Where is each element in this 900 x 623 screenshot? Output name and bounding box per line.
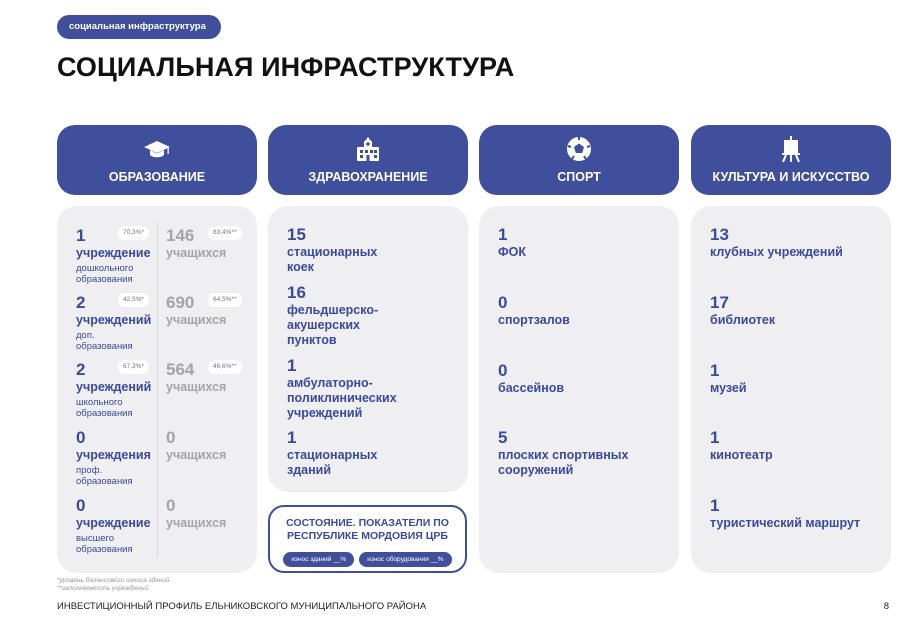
stat-text: кинотеатр (710, 448, 773, 462)
stat-text: амбулаторно- поликлинических учреждений (287, 376, 397, 420)
stat-number: 1 (287, 428, 297, 447)
equipment-wear-pill: износ оборудования __% (359, 552, 451, 567)
building-wear-pill: износ зданий __% (283, 552, 354, 567)
wear-badge: 42,5%* (118, 293, 149, 307)
students-count: 690 (166, 293, 195, 312)
culture-stat (710, 226, 843, 260)
stat-text: плоских спортивных сооружений (498, 448, 629, 477)
education-label: ОБРАЗОВАНИЕ (108, 170, 206, 184)
institution-unit: учреждение (76, 516, 151, 530)
students-label: учащихся (166, 313, 227, 327)
wear-badge: 67,3%* (118, 360, 149, 374)
health-stat (287, 284, 378, 348)
occupancy-badge: 83,4%** (208, 226, 242, 240)
education-row (76, 497, 151, 555)
health-header (268, 125, 468, 195)
stat-number: 0 (498, 361, 508, 380)
sport-stat (498, 362, 564, 396)
stat-number: 1 (498, 225, 508, 244)
institution-unit: учреждений (76, 313, 152, 327)
students-count: 0 (166, 428, 176, 447)
health-stat (287, 226, 377, 275)
footnote-occupancy: **заполняемость учреждений (57, 585, 149, 592)
institution-count: 0 (76, 496, 86, 515)
health-stat (287, 357, 397, 421)
stat-number: 5 (498, 428, 508, 447)
section-tag: социальная инфраструктура (57, 15, 221, 39)
sport-stat (498, 226, 526, 260)
footnotes (57, 577, 169, 593)
institution-unit: учреждение (76, 246, 151, 260)
occupancy-badge: 46,6%** (208, 360, 242, 374)
culture-label: КУЛЬТУРА И ИСКУССТВО (712, 170, 870, 184)
institution-unit: учреждений (76, 380, 152, 394)
stat-number: 1 (710, 496, 720, 515)
sport-label: СПОРТ (557, 170, 601, 184)
institution-count: 2 (76, 293, 86, 312)
status-title: СОСТОЯНИЕ. ПОКАЗАТЕЛИ ПО РЕСПУБЛИКЕ МОРДОВИЯ ЦРБ (286, 517, 449, 542)
stat-number: 1 (710, 361, 720, 380)
students-count: 564 (166, 360, 195, 379)
occupancy-badge: 64,5%** (208, 293, 242, 307)
stat-text: клубных учреждений (710, 245, 843, 259)
soccer-ball-icon (565, 135, 593, 163)
students-label: учащихся (166, 380, 227, 394)
sport-stat (498, 429, 628, 478)
sport-header (479, 125, 679, 195)
stat-text: ФОК (498, 245, 527, 259)
stat-number: 13 (710, 225, 729, 244)
institution-desc: высшего образования (76, 533, 133, 555)
stat-number: 17 (710, 293, 729, 312)
students-count: 0 (166, 496, 176, 515)
stat-text: спортзалов (498, 313, 570, 327)
health-stat (287, 429, 377, 478)
graduation-cap-icon (143, 135, 171, 163)
stat-text: стационарных коек (287, 245, 378, 274)
stat-number: 0 (498, 293, 508, 312)
stat-text: стационарных зданий (287, 448, 378, 477)
status-pills (270, 552, 465, 567)
stat-text: музей (710, 381, 747, 395)
sport-stat (498, 294, 570, 328)
institution-count: 0 (76, 428, 86, 447)
culture-stat (710, 497, 860, 531)
institution-desc: школьного образования (76, 397, 133, 419)
status-box (268, 505, 467, 573)
students-block (166, 497, 226, 531)
students-count: 146 (166, 226, 195, 245)
education-header (57, 125, 257, 195)
institution-count: 2 (76, 360, 86, 379)
students-label: учащихся (166, 448, 227, 462)
page-number: 8 (883, 601, 889, 612)
stat-text: фельдшерско- акушерских пунктов (287, 303, 379, 347)
stat-text: туристический маршрут (710, 516, 861, 530)
wear-badge: 70,3%* (118, 226, 149, 240)
footer-title: ИНВЕСТИЦИОННЫЙ ПРОФИЛЬ ЕЛЬНИКОВСКОГО МУНИЦИПАЛЬНОГО РАЙОНА (57, 601, 427, 612)
culture-stat (710, 294, 775, 328)
page-title: СОЦИАЛЬНАЯ ИНФРАСТРУКТУРА (57, 52, 515, 82)
education-divider (157, 222, 158, 557)
culture-header (691, 125, 891, 195)
institution-count: 1 (76, 226, 86, 245)
stat-number: 16 (287, 283, 306, 302)
hospital-icon (354, 135, 382, 163)
institution-desc: проф. образования (76, 465, 133, 487)
institution-desc: доп. образования (76, 330, 133, 352)
institution-unit: учреждения (76, 448, 151, 462)
stat-number: 15 (287, 225, 306, 244)
stat-text: библиотек (710, 313, 776, 327)
health-label: ЗДРАВОХРАНЕНИЕ (308, 170, 428, 184)
stat-number: 1 (287, 356, 297, 375)
education-row (76, 429, 151, 487)
culture-stat (710, 362, 747, 396)
stat-number: 1 (710, 428, 720, 447)
easel-icon (777, 135, 805, 163)
footnote-wear: *уровень балансового износа зданий (57, 577, 170, 584)
students-label: учащихся (166, 516, 227, 530)
institution-desc: дошкольного образования (76, 263, 134, 285)
students-label: учащихся (166, 246, 227, 260)
stat-text: бассейнов (498, 381, 565, 395)
students-block (166, 429, 226, 463)
culture-stat (710, 429, 773, 463)
